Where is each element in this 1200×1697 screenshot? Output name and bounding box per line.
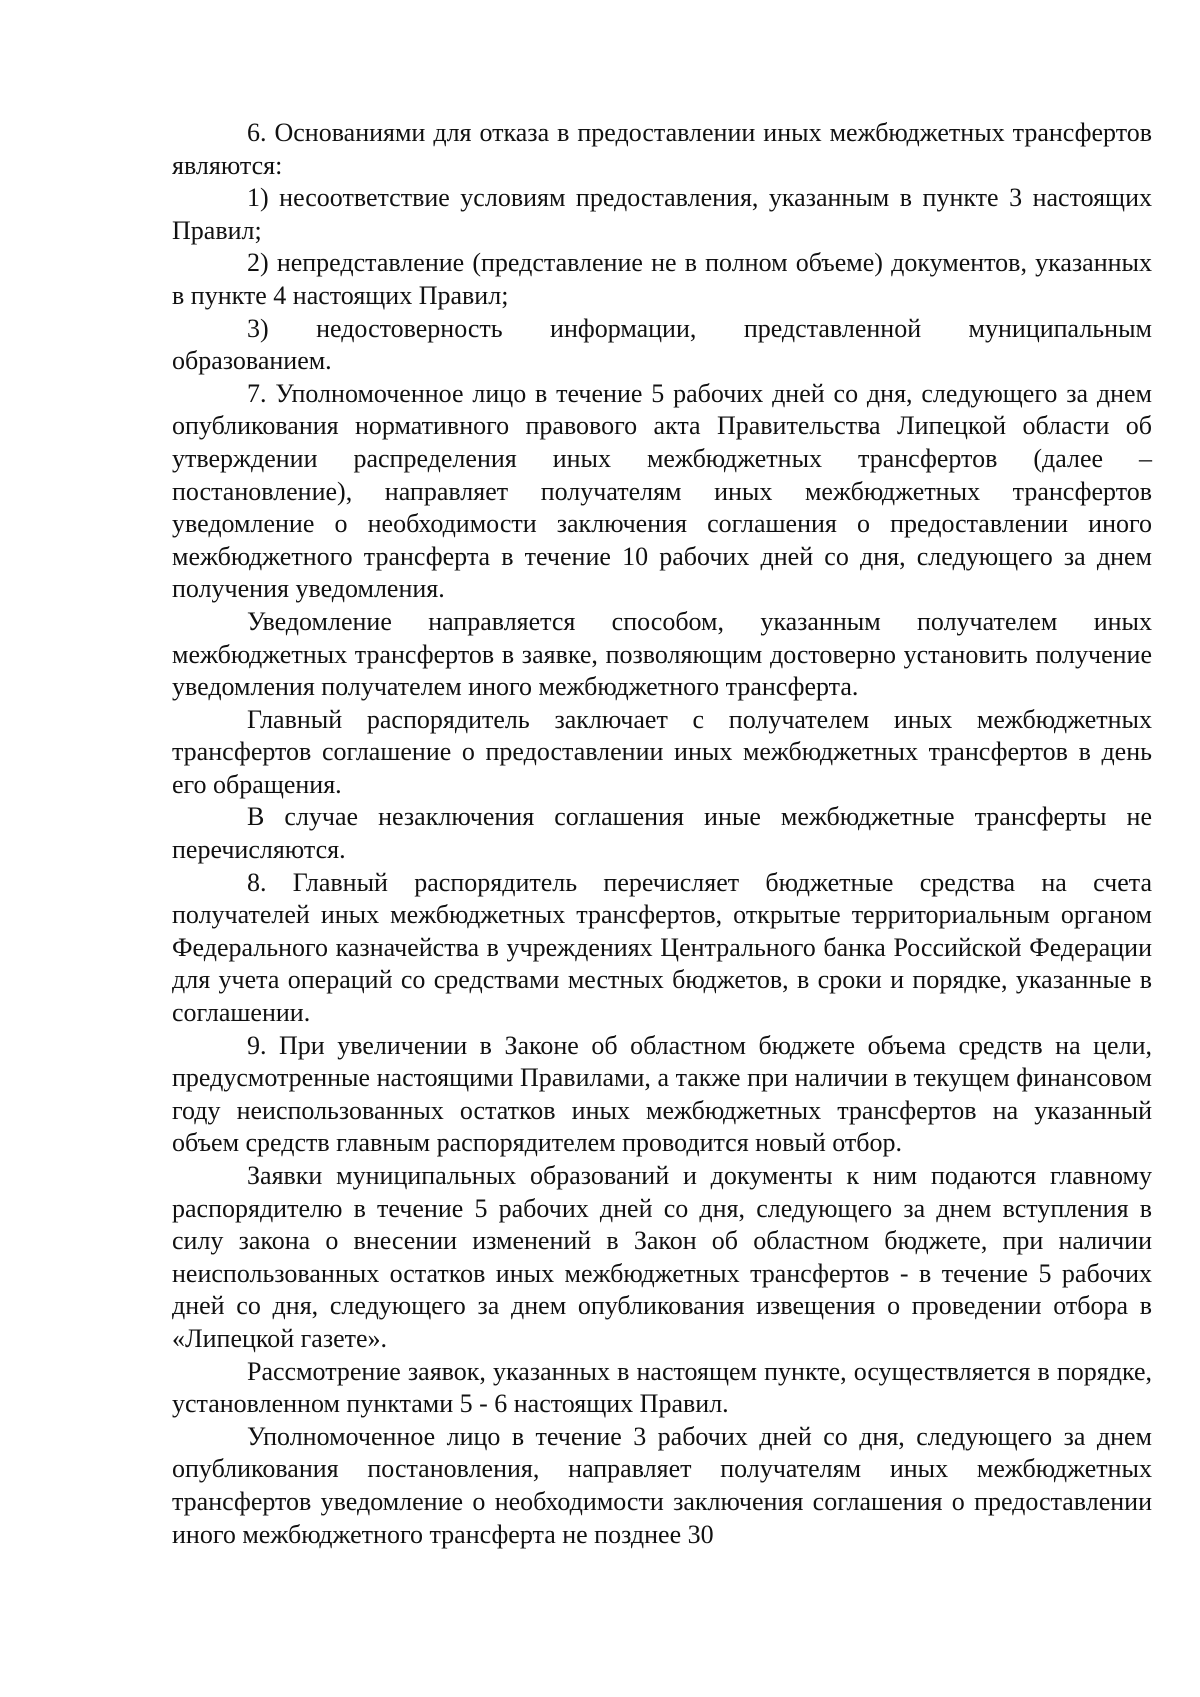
- paragraph-no-agreement: В случае незаключения соглашения иные межбюджетные трансферты не перечисляются.: [172, 802, 1152, 865]
- paragraph-notification-method: Уведомление направляется способом, указанным получателем иных межбюджетных трансфертов в заявке, позволяющим достоверно установить получение уведомления получателем иного межбюджетного трансферта.: [172, 606, 1152, 702]
- paragraph-item-6: 6. Основаниями для отказа в предоставлении иных межбюджетных трансфертов являются:: [172, 118, 1152, 180]
- paragraph-item-7: 7. Уполномоченное лицо в течение 5 рабочих дней со дня, следующего за днем опубликования нормативного правового акта Правительства Липецкой области об утверждении распределения иных межбюджетных трансфертов (далее – постановление), направляет получателям иных межбюджетных трансфертов уведомление о необходимости заключения соглашения о предоставлении иного межбюджетного трансферта в течение 10 рабочих дней со дня, следующего за днем получения уведомления.: [172, 378, 1152, 604]
- paragraph-review: Рассмотрение заявок, указанных в настоящем пункте, осуществляется в порядке, установленном пунктами 5 - 6 настоящих Правил.: [172, 1356, 1152, 1419]
- paragraph-applications: Заявки муниципальных образований и документы к ним подаются главному распорядителю в течение 5 рабочих дней со дня, следующего за днем вступления в силу закона о внесении изменений в Закон об областном бюджете, при наличии неиспользованных остатков иных межбюджетных трансфертов - в течение 5 рабочих дней со дня, следующего за днем опубликования извещения о проведении отбора в «Липецкой газете».: [172, 1161, 1152, 1353]
- paragraph-item-8: 8. Главный распорядитель перечисляет бюджетные средства на счета получателей иных межбюджетных трансфертов, открытые территориальным органом Федерального казначейства в учреждениях Центрального банка Российской Федерации для учета операций со средствами местных бюджетов, в сроки и порядке, указанные в соглашении.: [172, 867, 1152, 1028]
- document-page: [172, 117, 1152, 1551]
- paragraph-item-9: 9. При увеличении в Законе об областном бюджете объема средств на цели, предусмотренные настоящими Правилами, а также при наличии в текущем финансовом году неиспользованных остатков иных межбюджетных трансфертов на указанный объем средств главным распорядителем проводится новый отбор.: [172, 1030, 1152, 1158]
- paragraph-subitem-3: 3) недостоверность информации, представленной муниципальным образованием.: [172, 313, 1152, 376]
- paragraph-authorized-person: Уполномоченное лицо в течение 3 рабочих дней со дня, следующего за днем опубликования постановления, направляет получателям иных межбюджетных трансфертов уведомление о необходимости заключения соглашения о предоставлении иного межбюджетного трансферта не позднее 30: [172, 1421, 1152, 1549]
- paragraph-subitem-2: 2) непредставление (представление не в полном объеме) документов, указанных в пункте 4 настоящих Правил;: [172, 248, 1152, 310]
- paragraph-agreement: Главный распорядитель заключает с получателем иных межбюджетных трансфертов соглашение о предоставлении иных межбюджетных трансфертов в день его обращения.: [172, 704, 1152, 799]
- paragraph-subitem-1: 1) несоответствие условиям предоставления, указанным в пункте 3 настоящих Правил;: [172, 183, 1152, 245]
